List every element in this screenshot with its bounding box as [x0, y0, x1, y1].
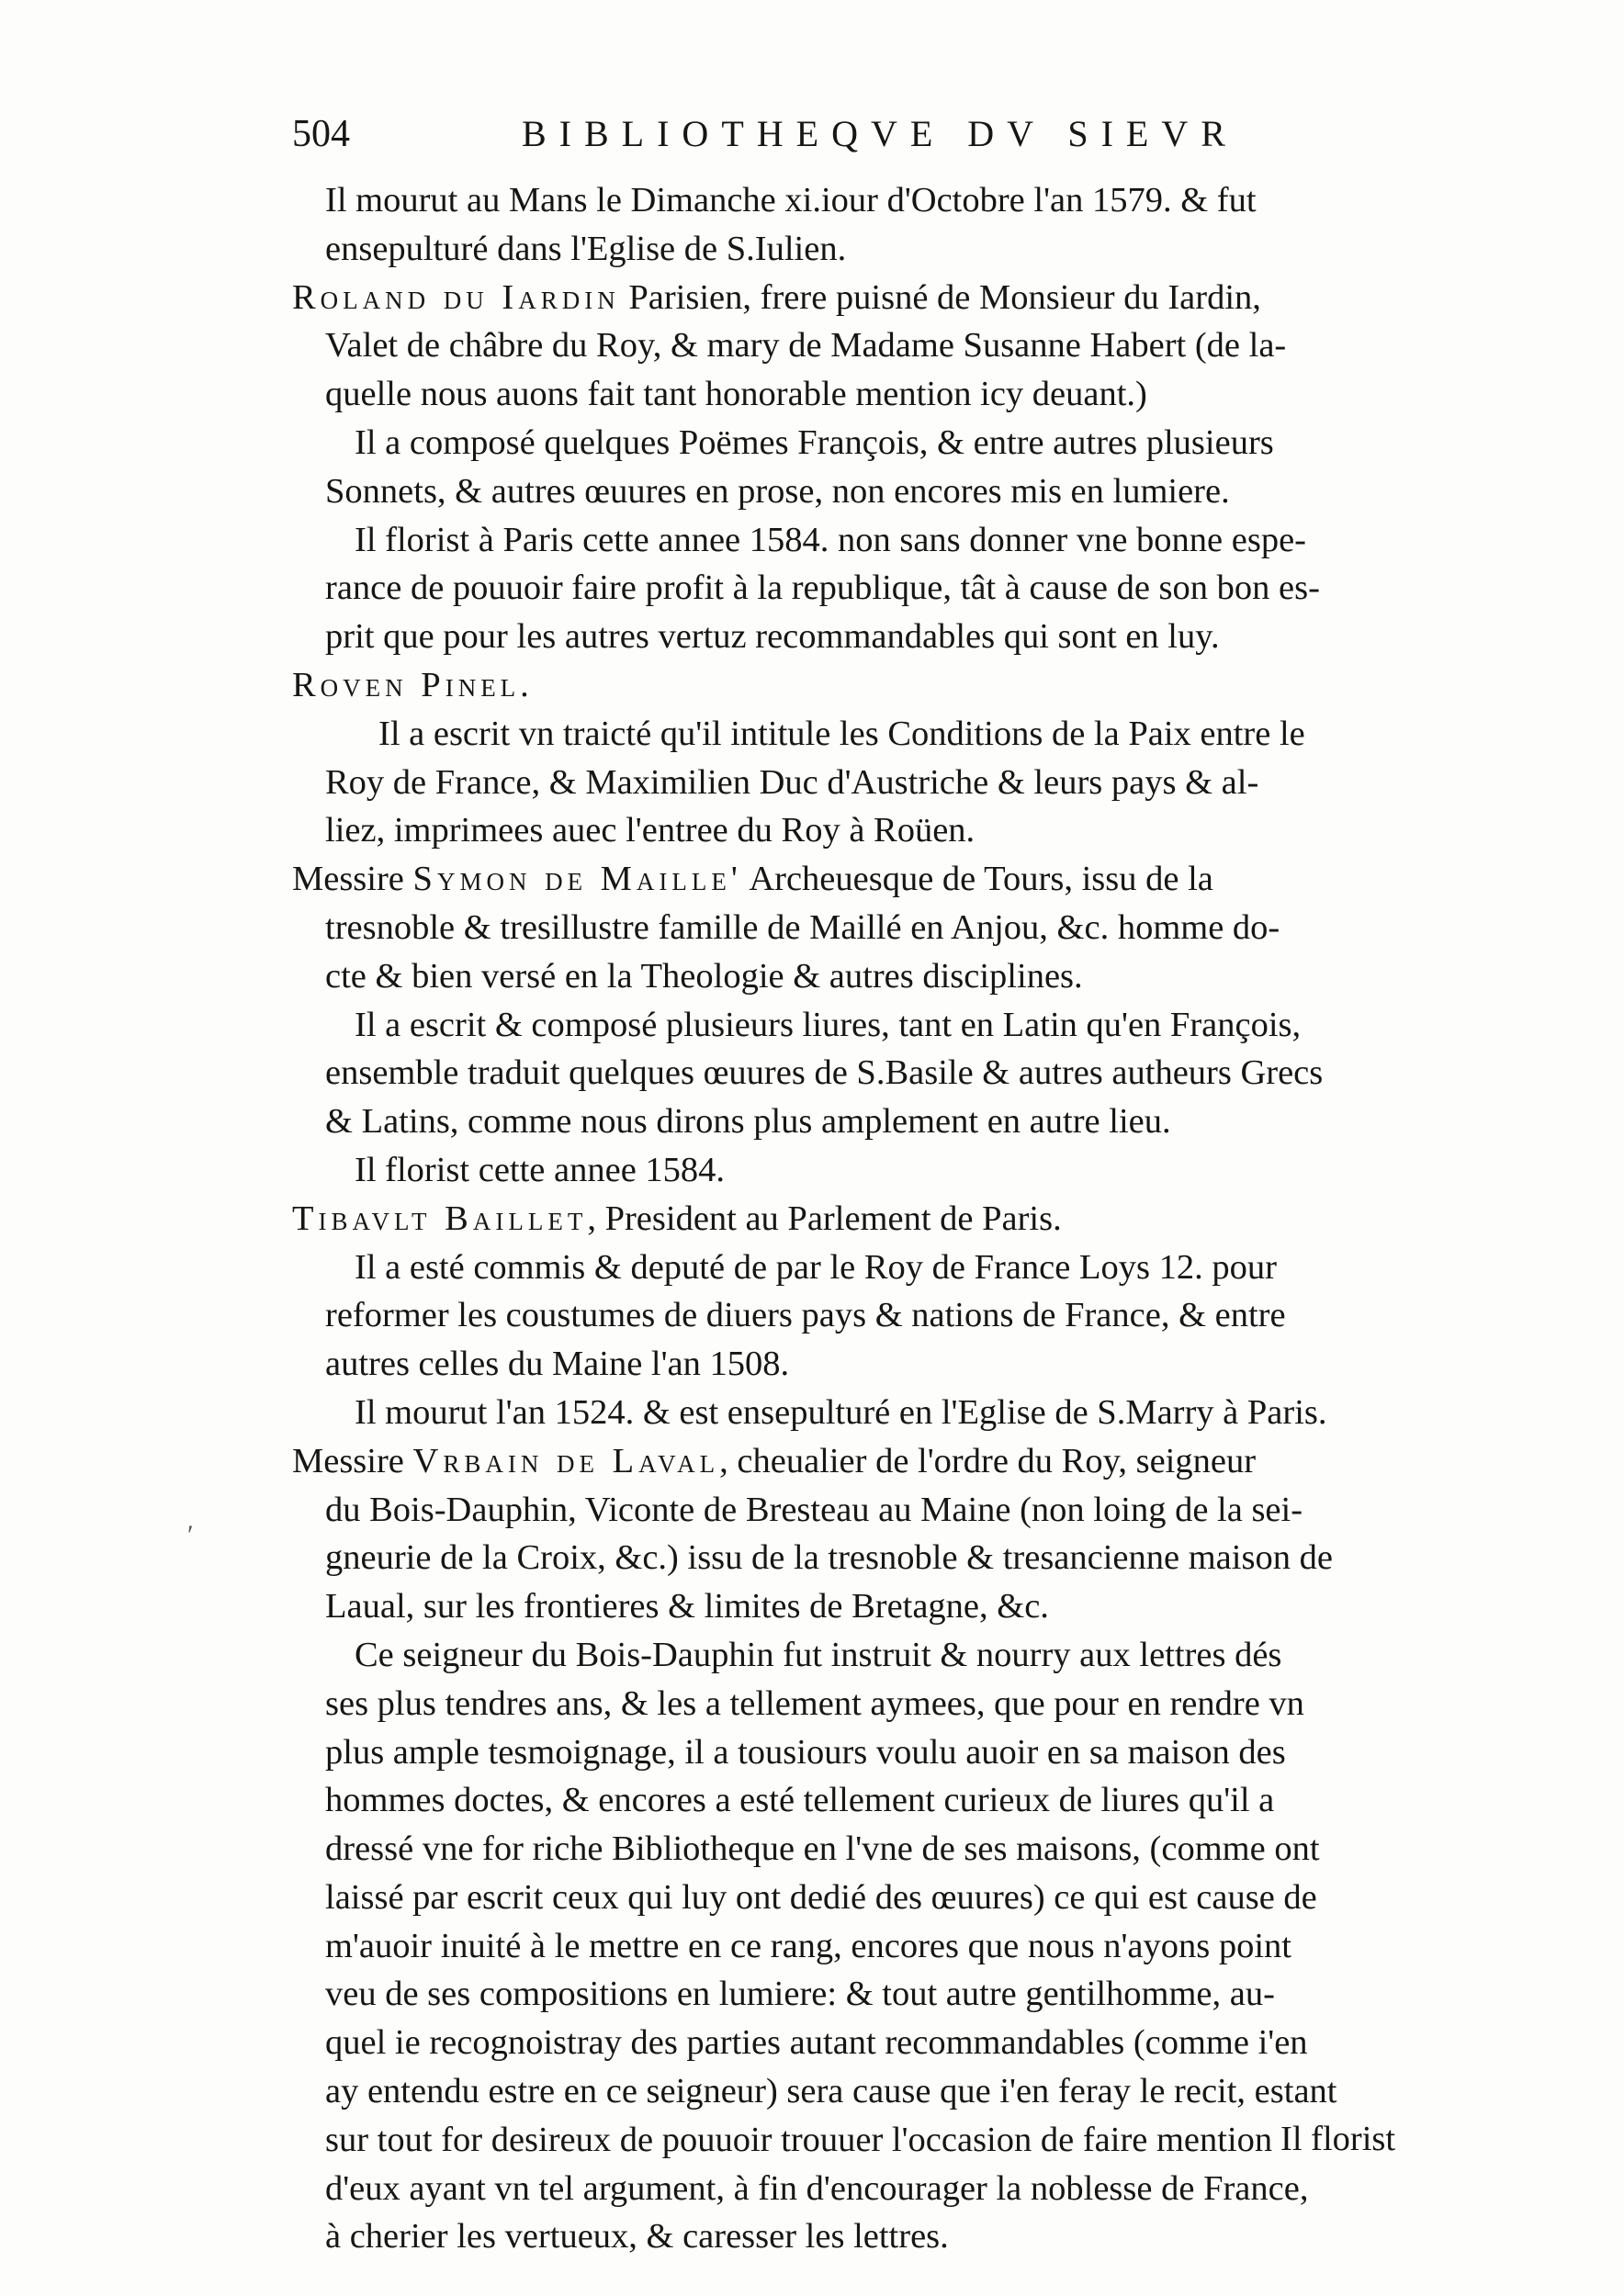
text-run: Messire [292, 1441, 413, 1480]
text-line [292, 952, 1415, 1001]
text-line [292, 1922, 1415, 1971]
text-run: d'eux ayant vn tel argument, à fin d'encourager la noblesse de France, [325, 2168, 1309, 2208]
text-run: Messire [292, 860, 413, 899]
text-run: Il a composé quelques Poëmes François, & entre autres plusieurs [355, 422, 1274, 462]
text-run: gneurie de la Croix, &c.) issu de la tresnoble & tresancienne maison de [325, 1538, 1333, 1578]
text-run: Parisien, frere puisné de Monsieur du Iardin, [619, 277, 1261, 317]
text-run: Il a esté commis & deputé de par le Roy de France Loys 12. pour [355, 1247, 1277, 1287]
text-line [292, 1825, 1415, 1874]
text-run: Roy de France, & Maximilien Duc d'Austriche & leurs pays & al- [325, 762, 1259, 802]
text-line [292, 1097, 1415, 1146]
text-line [292, 1195, 1415, 1244]
text-run: , President au Parlement de Paris. [587, 1199, 1062, 1238]
text-run: quel ie recognoistray des parties autant recommandables (comme i'en [325, 2023, 1308, 2063]
text-run: ay entendu estre en ce seigneur) sera cause que i'en feray le recit, estant [325, 2072, 1337, 2111]
author-name: Roven Pinel. [292, 665, 534, 704]
text-run: plus ample tesmoignage, il a tousiours voulu auoir en sa maison des [325, 1732, 1286, 1772]
page-header [292, 112, 1394, 167]
author-name: Roland du Iardin [292, 277, 620, 317]
margin-mark: ʹ [187, 1520, 194, 1550]
text-run: tresnoble & tresillustre famille de Maillé en Anjou, &c. homme do- [325, 907, 1280, 947]
text-run: du Bois-Dauphin, Viconte de Bresteau au Maine (non loing de la sei- [325, 1490, 1303, 1529]
text-line [292, 613, 1415, 661]
author-name: Symon de Maille' [412, 860, 742, 899]
text-line [292, 321, 1415, 370]
text-run: reformer les coustumes de diuers pays & nations de France, & entre [325, 1296, 1286, 1335]
text-line [292, 274, 1415, 322]
text-line [292, 855, 1415, 904]
text-line [292, 225, 1415, 274]
text-line [292, 1437, 1415, 1486]
text-run: Archeuesque de Tours, issu de la [741, 860, 1213, 899]
text-line [292, 2165, 1415, 2213]
text-line [292, 2019, 1415, 2067]
text-line [292, 759, 1415, 807]
text-line [292, 1001, 1415, 1050]
text-run: laissé par escrit ceux qui luy ont dedié des œuures) ce qui est cause de [325, 1877, 1317, 1917]
text-line [292, 2212, 1415, 2261]
author-name: Tibavlt Baillet [292, 1199, 588, 1238]
text-line [292, 2067, 1415, 2116]
text-line [292, 1049, 1415, 1097]
text-line [292, 2116, 1415, 2165]
body-text [292, 176, 1415, 2261]
text-run: Il mourut au Mans le Dimanche xi.iour d'Octobre l'an 1579. & fut [325, 181, 1257, 219]
text-run: Il florist à Paris cette annee 1584. non sans donner vne bonne espe- [355, 520, 1306, 559]
text-line [292, 1631, 1415, 1680]
text-line [292, 904, 1415, 952]
text-line [292, 1244, 1415, 1292]
text-line [292, 1874, 1415, 1922]
text-run: veu de ses compositions en lumiere: & tout autre gentilhomme, au- [325, 1975, 1275, 2014]
text-run: Ce seigneur du Bois-Dauphin fut instruit & nourry aux lettres dés [355, 1635, 1282, 1674]
text-line [292, 806, 1415, 855]
text-run: hommes doctes, & encores a esté tellement curieux de liures qu'il a [325, 1781, 1275, 1820]
text-line [292, 564, 1415, 613]
text-run: Sonnets, & autres œuures en prose, non encores mis en lumiere. [325, 471, 1230, 511]
text-run: sur tout for desireux de pouuoir trouuer l'occasion de faire mention [325, 2120, 1273, 2159]
text-run: Il a escrit vn traicté qu'il intitule les Conditions de la Paix entre le [378, 714, 1305, 753]
text-line [292, 1340, 1415, 1389]
page-number: 504 [292, 113, 350, 155]
text-line [292, 661, 1415, 710]
text-line [292, 1728, 1415, 1777]
text-run: à cherier les vertueux, & caresser les lettres. [325, 2217, 949, 2257]
catchword: Il florist [1280, 2120, 1396, 2158]
text-line [292, 1680, 1415, 1728]
text-line [292, 1146, 1415, 1195]
text-run: , cheualier de l'ordre du Roy, seigneur [719, 1441, 1257, 1480]
text-line [292, 176, 1415, 225]
running-title: BIBLIOTHEQVE DV SIEVR [522, 113, 1238, 154]
text-run: & Latins, comme nous dirons plus amplement en autre lieu. [325, 1102, 1171, 1142]
text-run: Il a escrit & composé plusieurs liures, tant en Latin qu'en François, [355, 1005, 1302, 1044]
text-run: Valet de châbre du Roy, & mary de Madame Susanne Habert (de la- [325, 326, 1287, 366]
text-run: ensepulturé dans l'Eglise de S.Iulien. [325, 229, 847, 268]
text-run: Laual, sur les frontieres & limites de Bretagne, &c. [325, 1587, 1049, 1626]
text-line [292, 419, 1415, 467]
text-line [292, 1486, 1415, 1535]
text-run: quelle nous auons fait tant honorable mention icy deuant.) [325, 375, 1147, 414]
text-run: dressé vne for riche Bibliotheque en l'vne de ses maisons, (comme ont [325, 1829, 1320, 1869]
text-line [292, 1776, 1415, 1825]
text-line [292, 516, 1415, 565]
text-line [292, 1291, 1415, 1340]
text-line [292, 1582, 1415, 1631]
author-name: Vrbain de Laval [412, 1441, 720, 1480]
text-line [292, 370, 1415, 419]
text-run: prit que pour les autres vertuz recommandables qui sont en luy. [325, 617, 1220, 657]
text-line [292, 710, 1415, 759]
text-run: m'auoir inuité à le mettre en ce rang, encores que nous n'ayons point [325, 1926, 1291, 1965]
text-line [292, 1389, 1415, 1437]
text-run: Il florist cette annee 1584. [355, 1150, 726, 1189]
text-line [292, 467, 1415, 516]
text-line [292, 1970, 1415, 2019]
text-run: rance de pouuoir faire profit à la republique, tât à cause de son bon es- [325, 568, 1320, 608]
text-run: cte & bien versé en la Theologie & autres disciplines. [325, 956, 1083, 996]
text-run: Il mourut l'an 1524. & est ensepulturé en l'Eglise de S.Marry à Paris. [355, 1392, 1327, 1432]
text-run: autres celles du Maine l'an 1508. [325, 1345, 790, 1384]
text-run: ensemble traduit quelques œuures de S.Basile & autres autheurs Grecs [325, 1053, 1324, 1093]
text-run: liez, imprimees auec l'entree du Roy à Roüen. [325, 811, 976, 850]
text-run: ses plus tendres ans, & les a tellement aymees, que pour en rendre vn [325, 1683, 1304, 1723]
text-line [292, 1534, 1415, 1582]
